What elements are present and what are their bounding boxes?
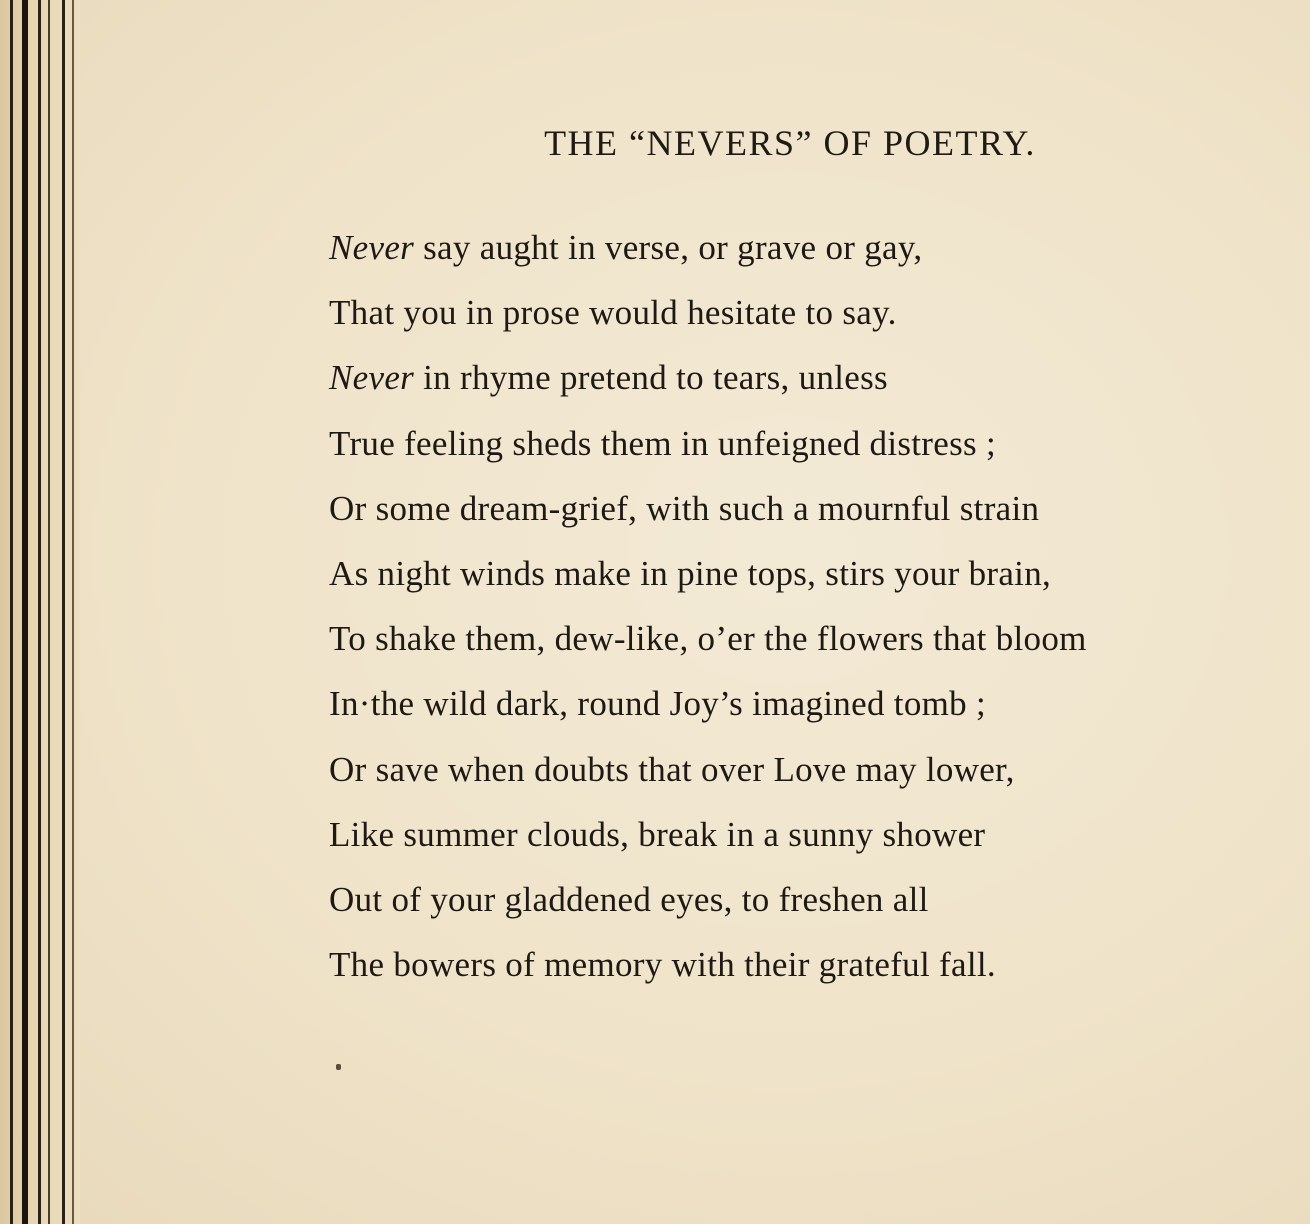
- poem-line: [329, 613, 1087, 678]
- poem-title: THE “NEVERS” OF POETRY.: [544, 123, 1036, 163]
- italic-word: Never: [329, 228, 415, 267]
- poem-line: [329, 483, 1087, 548]
- poem-line: [329, 222, 1087, 287]
- line-text: say aught in verse, or grave or gay,: [414, 228, 923, 267]
- poem-line: [329, 744, 1087, 809]
- line-text: In·the wild dark, round Joy’s imagined tomb ;: [329, 684, 987, 724]
- line-text: Like summer clouds, break in a sunny shower: [329, 814, 986, 854]
- poem-line: [329, 809, 1087, 874]
- line-text: in rhyme pretend to tears, unless: [414, 358, 888, 398]
- line-text: As night winds make in pine tops, stirs your brain,: [329, 553, 1052, 593]
- poem-line: [329, 939, 1087, 1004]
- line-text: Or some dream-grief, with such a mournful strain: [329, 488, 1040, 528]
- page-edge-line: [48, 0, 50, 1224]
- page-edge-line: [62, 0, 65, 1224]
- italic-word: Never: [329, 358, 415, 398]
- line-text: That you in prose would hesitate to say.: [329, 293, 897, 333]
- line-text: The bowers of memory with their grateful fall.: [329, 945, 996, 985]
- page-edge-line: [22, 0, 28, 1224]
- page-edge-line: [10, 0, 13, 1224]
- poem-line: [329, 287, 1087, 352]
- page-edge-line: [38, 0, 41, 1224]
- line-text: Out of your gladdened eyes, to freshen all: [329, 879, 929, 919]
- line-text: To shake them, dew-like, o’er the flowers that bloom: [329, 619, 1087, 659]
- poem-body: [329, 222, 1087, 1004]
- poem-line: [329, 874, 1087, 939]
- line-text: Or save when doubts that over Love may lower,: [329, 749, 1015, 789]
- poem-line: [329, 418, 1087, 483]
- ink-speck: [336, 1064, 341, 1070]
- poem-line: [329, 678, 1087, 743]
- page-edge-line: [72, 0, 74, 1224]
- poem-line: [329, 548, 1087, 613]
- page-edges: [0, 0, 80, 1224]
- line-text: True feeling sheds them in unfeigned distress ;: [329, 423, 997, 463]
- poem-line: [329, 352, 1087, 417]
